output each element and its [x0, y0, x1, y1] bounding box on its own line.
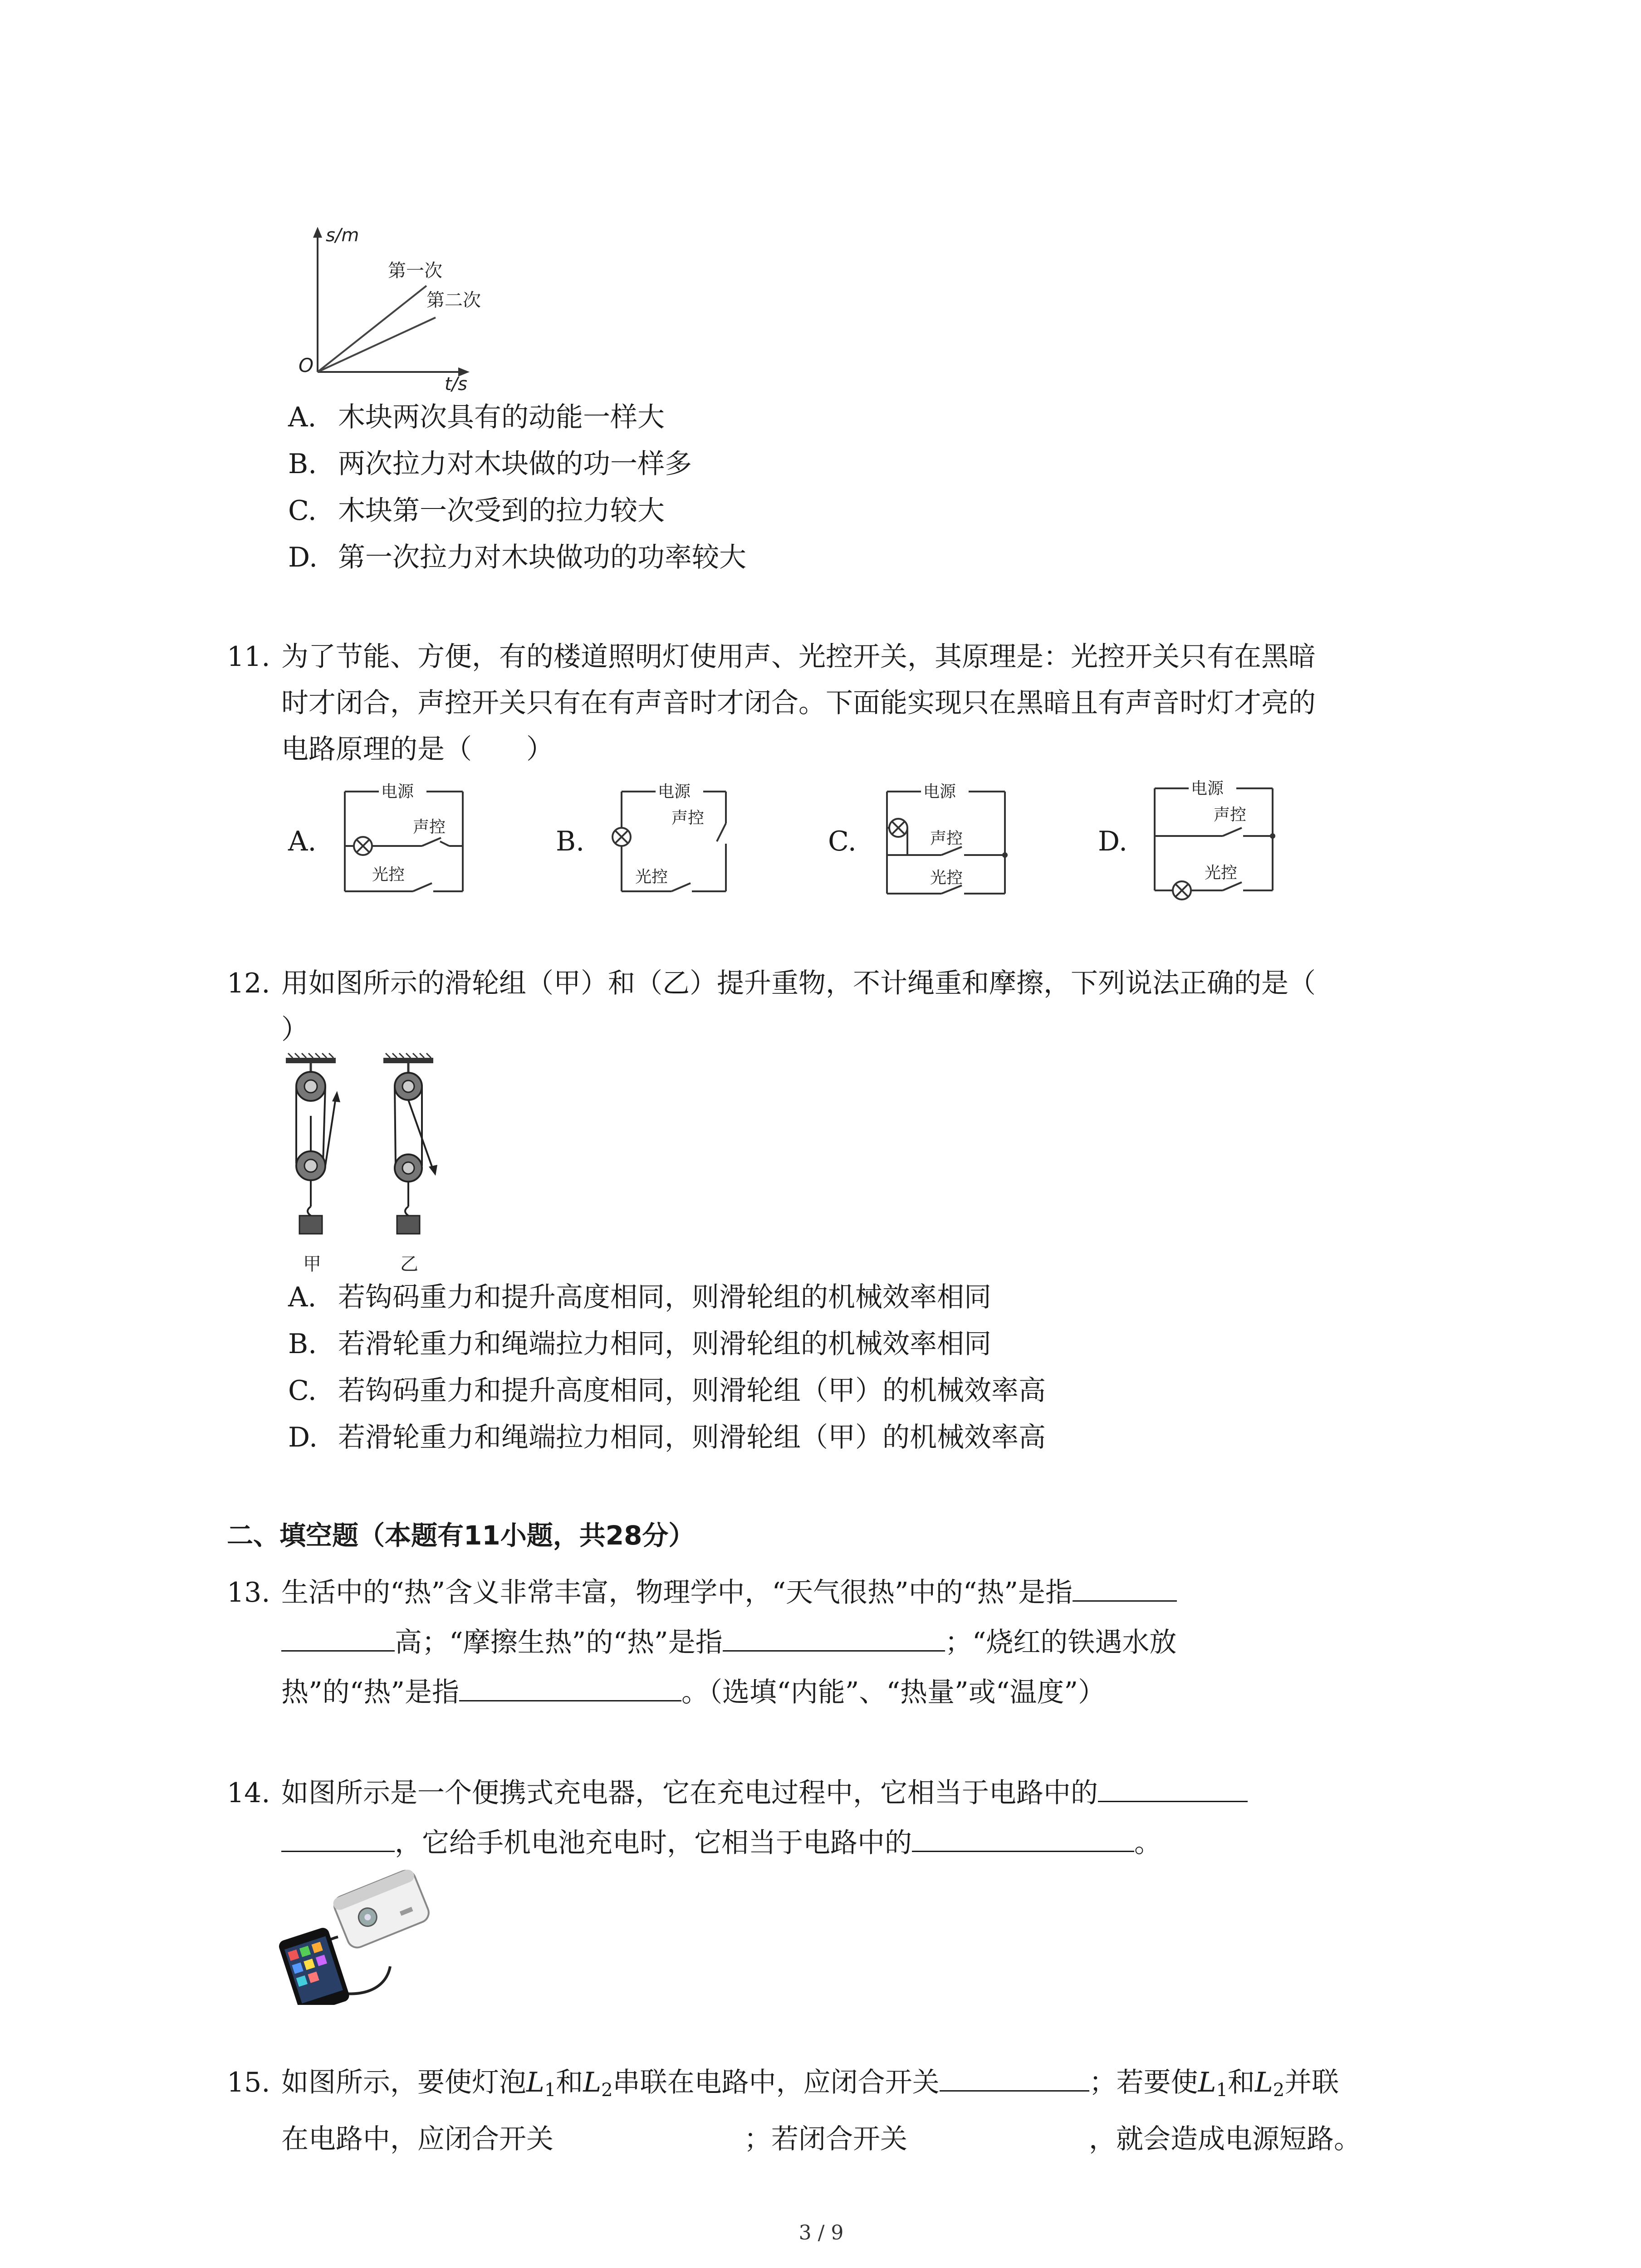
- q11-option-a-letter: A.: [288, 826, 317, 857]
- pulley-yi: [383, 1053, 437, 1234]
- answer-blank[interactable]: [459, 1673, 681, 1701]
- svg-text:电源: 电源: [658, 782, 691, 801]
- option-letter: A.: [288, 1281, 317, 1313]
- answer-blank[interactable]: [940, 2063, 1089, 2092]
- option-text: 若滑轮重力和绳端拉力相同，则滑轮组的机械效率相同: [338, 1328, 991, 1360]
- question-text: 如图所示，要使灯泡: [281, 2067, 526, 2098]
- q12-line-1: [227, 965, 1316, 1002]
- circuit-d: [1146, 775, 1282, 906]
- origin-label: O: [299, 354, 314, 376]
- question-text: 生活中的“热”含义非常丰富，物理学中，“天气很热”中的“热”是指: [281, 1577, 1073, 1608]
- option-text: 若滑轮重力和绳端拉力相同，则滑轮组（甲）的机械效率高: [338, 1422, 1046, 1453]
- lamp-symbol: L: [1198, 2067, 1216, 2098]
- q12-line-2: ）: [281, 1014, 309, 1046]
- answer-blank[interactable]: [281, 1623, 395, 1652]
- option-text: 若钩码重力和提升高度相同，则滑轮组的机械效率相同: [338, 1281, 991, 1313]
- question-text: 如图所示是一个便携式充电器，它在充电过程中，它相当于电路中的: [281, 1777, 1098, 1809]
- q12-option-d: [288, 1419, 1046, 1456]
- question-text: 热”的“热”是指: [281, 1677, 460, 1708]
- svg-text:光控: 光控: [1205, 864, 1238, 882]
- q14-line-1: [227, 1774, 1248, 1811]
- q10-option-b: [288, 446, 692, 482]
- answer-blank[interactable]: [1098, 1774, 1248, 1802]
- option-text: 木块第一次受到的拉力较大: [338, 495, 665, 527]
- circuit-b: [603, 778, 740, 900]
- q14-line-2: [281, 1823, 1161, 1861]
- svg-text:声控: 声控: [671, 809, 705, 827]
- q15-line-2: [281, 2121, 1361, 2157]
- question-text: 为了节能、方便，有的楼道照明灯使用声、光控开关，其原理是：光控开关只有在黑暗: [281, 641, 1316, 673]
- subscript: 2: [1273, 2080, 1285, 2101]
- q13-line-3: [281, 1673, 1105, 1711]
- answer-blank[interactable]: [554, 2121, 744, 2148]
- q10-option-a: [288, 399, 665, 435]
- answer-blank[interactable]: [1073, 1573, 1177, 1602]
- question-text: 。: [1134, 1827, 1161, 1859]
- charger-picture: [277, 1869, 440, 2005]
- question-text: 。（选填“内能”、“热量”或“温度”）: [681, 1677, 1106, 1708]
- q13-line-2: [281, 1623, 1176, 1661]
- q11-line-3: 电路原理的是（ ）: [281, 733, 554, 765]
- q12-option-c: [288, 1373, 1046, 1409]
- phone: [277, 1926, 351, 2005]
- q13-line-1: [227, 1573, 1177, 1611]
- subscript: 1: [544, 2080, 556, 2101]
- option-letter: B.: [288, 1328, 317, 1360]
- svg-text:光控: 光控: [635, 868, 668, 886]
- q11-line-2: 时才闭合，声控开关只有在有声音时才闭合。下面能实现只在黑暗且有声音时灯才亮的: [281, 687, 1316, 719]
- question-text: ；“烧红的铁遇水放: [945, 1627, 1177, 1658]
- answer-blank[interactable]: [907, 2121, 1089, 2148]
- y-axis-arrow: [313, 227, 322, 238]
- option-text: 两次拉力对木块做的功一样多: [338, 448, 692, 480]
- q12-option-b: [288, 1326, 991, 1362]
- page-number: 3 / 9: [798, 2221, 844, 2244]
- option-letter: C.: [288, 495, 317, 527]
- fig-label-jia: 甲: [303, 1254, 321, 1275]
- question-text: ；若闭合开关: [744, 2123, 907, 2155]
- x-axis-label: t/s: [445, 374, 467, 395]
- option-letter: C.: [288, 1375, 317, 1407]
- subscript: 1: [1216, 2080, 1228, 2101]
- option-text: 若钩码重力和提升高度相同，则滑轮组（甲）的机械效率高: [338, 1375, 1046, 1407]
- question-text: 高；“摩擦生热”的“热”是指: [395, 1627, 723, 1658]
- question-number: 15.: [227, 2067, 270, 2098]
- option-text: 第一次拉力对木块做功的功率较大: [338, 542, 746, 573]
- circuit-c: [873, 778, 1014, 905]
- q15-line-1: [227, 2063, 1339, 2108]
- section-heading: 二、填空题（本题有11小题，共28分）: [227, 1520, 695, 1551]
- q11-line-1: [227, 639, 1316, 675]
- subscript: 2: [601, 2080, 613, 2101]
- question-text: 在电路中，应闭合开关: [281, 2123, 554, 2155]
- svg-text:声控: 声控: [930, 829, 963, 848]
- svg-text:电源: 电源: [923, 782, 956, 801]
- q10-option-c: [288, 493, 665, 529]
- q10-st-graph: [290, 222, 526, 395]
- question-text: 用如图所示的滑轮组（甲）和（乙）提升重物，不计绳重和摩擦，下列说法正确的是（: [281, 968, 1316, 999]
- q12-option-a: [288, 1279, 991, 1315]
- line-label-second: 第二次: [426, 290, 481, 311]
- answer-blank[interactable]: [723, 1623, 945, 1652]
- question-text: 和: [1227, 2067, 1255, 2098]
- option-letter: B.: [288, 448, 317, 480]
- power-bank: [331, 1869, 431, 1950]
- option-letter: D.: [288, 542, 318, 573]
- lamp-symbol: L: [583, 2067, 602, 2098]
- q11-option-d-letter: D.: [1098, 826, 1128, 857]
- svg-text:光控: 光控: [930, 869, 963, 887]
- option-text: 木块两次具有的动能一样大: [338, 401, 665, 433]
- q10-option-d: [288, 539, 746, 576]
- lamp-symbol: L: [1254, 2067, 1273, 2098]
- question-text: 串联在电路中，应闭合开关: [612, 2067, 940, 2098]
- svg-text:声控: 声控: [413, 818, 446, 836]
- question-number: 12.: [227, 968, 270, 999]
- q11-option-b-letter: B.: [556, 826, 585, 857]
- fig-label-yi: 乙: [400, 1254, 418, 1275]
- pulley-jia: [286, 1053, 340, 1234]
- svg-text:电源: 电源: [1191, 779, 1224, 798]
- question-number: 14.: [227, 1777, 270, 1809]
- question-number: 11.: [227, 641, 270, 673]
- pulley-figure: [272, 1052, 463, 1288]
- y-axis-label: s/m: [326, 225, 359, 246]
- svg-text:声控: 声控: [1214, 806, 1247, 824]
- question-text: 并联: [1284, 2067, 1339, 2098]
- question-text: ；若要使: [1089, 2067, 1198, 2098]
- answer-blank[interactable]: [281, 1823, 395, 1852]
- answer-blank[interactable]: [912, 1823, 1134, 1852]
- question-number: 13.: [227, 1577, 270, 1608]
- question-text: ，它给手机电池充电时，它相当于电路中的: [395, 1827, 912, 1859]
- lamp-symbol: L: [526, 2067, 544, 2098]
- option-letter: A.: [288, 401, 317, 433]
- line-label-first: 第一次: [388, 260, 442, 281]
- svg-text:光控: 光控: [372, 865, 405, 884]
- svg-text:电源: 电源: [381, 782, 414, 801]
- circuit-a: [336, 778, 472, 900]
- question-text: ，就会造成电源短路。: [1089, 2123, 1361, 2155]
- q11-option-c-letter: C.: [828, 826, 857, 857]
- option-letter: D.: [288, 1422, 318, 1453]
- question-text: 和: [556, 2067, 583, 2098]
